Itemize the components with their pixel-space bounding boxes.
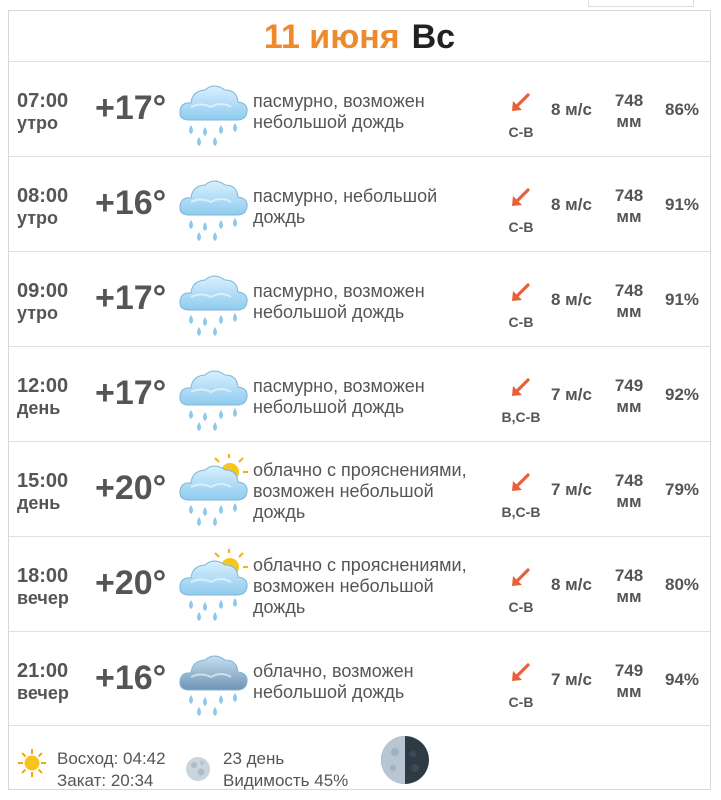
sun-icon (17, 748, 47, 778)
wind-direction-arrow-icon (509, 662, 531, 684)
time-label (17, 660, 69, 704)
temperature: +17° (95, 89, 167, 127)
weather-description-line: пасмурно, небольшой (253, 186, 438, 206)
overcast-rain-icon (177, 169, 253, 241)
moon-phase-icon (379, 734, 431, 786)
weather-description-line: небольшой дождь (253, 397, 405, 417)
pressure-value: 748 (614, 91, 644, 110)
weather-description (253, 376, 493, 418)
pressure-value: 748 (614, 186, 644, 205)
forecast-row (9, 61, 710, 157)
temperature: +16° (95, 659, 167, 697)
weather-description (253, 186, 493, 228)
pressure-unit: мм (616, 397, 642, 416)
wind-speed: 8 м/с (551, 195, 592, 214)
pressure-unit: мм (616, 302, 642, 321)
humidity: 91% (665, 195, 700, 214)
weather-description-line: небольшой дождь (253, 682, 405, 702)
pressure-value: 749 (614, 661, 644, 680)
pressure-unit: мм (616, 492, 642, 511)
wind-direction-arrow-icon (509, 472, 531, 494)
forecast-card (8, 10, 711, 790)
wind-speed: 8 м/с (551, 290, 592, 309)
hour-text: 21:00 (17, 660, 69, 682)
wind-direction: С-В (508, 599, 534, 615)
partly-sunny-rain-icon (177, 454, 253, 526)
pressure-unit: мм (616, 587, 642, 606)
humidity: 92% (665, 385, 700, 404)
day-of-week-label: Вс (411, 18, 456, 56)
hour-text: 18:00 (17, 565, 69, 587)
date-label: 11 июня (263, 18, 400, 56)
wind-direction: С-В (508, 124, 534, 140)
weather-description-line: пасмурно, возможен (253, 281, 425, 301)
wind-direction-arrow-icon (509, 187, 531, 209)
pressure-unit: мм (616, 207, 642, 226)
moon-day-text: 23 день (223, 749, 285, 768)
sunset-text: Закат: 20:34 (57, 771, 154, 790)
forecast-row (9, 156, 710, 252)
forecast-row (9, 346, 710, 442)
hour-text: 08:00 (17, 185, 69, 207)
weather-description (253, 555, 493, 618)
overcast-rain-icon (177, 74, 253, 146)
pressure-value: 749 (614, 376, 644, 395)
weather-description (253, 661, 493, 703)
hour-text: 07:00 (17, 90, 69, 112)
humidity: 86% (665, 100, 700, 119)
pressure-value: 748 (614, 566, 644, 585)
pressure (609, 90, 649, 132)
weather-description-line: пасмурно, возможен (253, 376, 425, 396)
temperature: +16° (95, 184, 167, 222)
weather-description (253, 91, 493, 133)
weather-description-line: пасмурно, возможен (253, 91, 425, 111)
time-label (17, 470, 68, 514)
forecast-row (9, 251, 710, 347)
wind-speed: 7 м/с (551, 670, 592, 689)
pressure-unit: мм (616, 112, 642, 131)
day-header (9, 11, 710, 61)
pressure (609, 185, 649, 227)
forecast-row (9, 536, 710, 632)
period-text: день (17, 493, 61, 513)
weather-description-line: небольшой дождь (253, 112, 405, 132)
weather-description-line: возможен небольшой (253, 576, 434, 596)
pressure (609, 470, 649, 512)
time-label (17, 565, 69, 609)
humidity: 94% (665, 670, 700, 689)
weather-description-line: облачно с прояснениями, (253, 555, 467, 575)
pressure (609, 565, 649, 607)
pressure (609, 660, 649, 702)
temperature: +17° (95, 279, 167, 317)
weather-description-line: облачно с прояснениями, (253, 460, 467, 480)
time-label (17, 375, 68, 419)
pressure (609, 280, 649, 322)
pressure-unit: мм (616, 682, 642, 701)
temperature: +20° (95, 469, 167, 507)
cloudy-rain-icon (177, 644, 253, 716)
hour-text: 15:00 (17, 470, 69, 492)
wind-direction: С-В (508, 694, 534, 710)
partly-sunny-rain-icon (177, 549, 253, 621)
pressure-value: 748 (614, 281, 644, 300)
hour-text: 12:00 (17, 375, 69, 397)
period-text: вечер (17, 588, 69, 608)
temperature: +17° (95, 374, 167, 412)
moon-small-icon (185, 756, 211, 782)
sunrise-text: Восход: 04:42 (57, 749, 166, 768)
weather-description-line: возможен небольшой (253, 481, 434, 501)
humidity: 91% (665, 290, 700, 309)
wind-direction: С-В (508, 219, 534, 235)
weather-description-line: дождь (253, 207, 306, 227)
temperature: +20° (95, 564, 167, 602)
hour-text: 09:00 (17, 280, 69, 302)
humidity: 79% (665, 480, 700, 499)
wind-direction-arrow-icon (509, 567, 531, 589)
wind-speed: 7 м/с (551, 385, 592, 404)
wind-speed: 8 м/с (551, 575, 592, 594)
weather-description-line: дождь (253, 597, 306, 617)
overcast-rain-icon (177, 264, 253, 336)
humidity: 80% (665, 575, 700, 594)
wind-speed: 8 м/с (551, 100, 592, 119)
wind-direction: В,С-В (501, 409, 541, 425)
weather-description (253, 460, 493, 523)
top-tab-edge (588, 0, 694, 7)
weather-description-line: облачно, возможен (253, 661, 414, 681)
time-label (17, 90, 68, 134)
wind-direction-arrow-icon (509, 282, 531, 304)
wind-direction-arrow-icon (509, 92, 531, 114)
time-label (17, 185, 68, 229)
wind-direction: С-В (508, 314, 534, 330)
period-text: день (17, 398, 61, 418)
weather-description-line: дождь (253, 502, 306, 522)
period-text: вечер (17, 683, 69, 703)
sun-moon-footer (9, 725, 710, 790)
wind-direction-arrow-icon (509, 377, 531, 399)
overcast-rain-icon (177, 359, 253, 431)
forecast-row (9, 441, 710, 537)
weather-description (253, 281, 493, 323)
period-text: утро (17, 208, 59, 228)
weather-description-line: небольшой дождь (253, 302, 405, 322)
period-text: утро (17, 303, 59, 323)
time-label (17, 280, 68, 324)
wind-direction: В,С-В (501, 504, 541, 520)
forecast-row (9, 631, 710, 727)
wind-speed: 7 м/с (551, 480, 592, 499)
period-text: утро (17, 113, 59, 133)
pressure-value: 748 (614, 471, 644, 490)
visibility-text: Видимость 45% (223, 771, 349, 790)
pressure (609, 375, 649, 417)
